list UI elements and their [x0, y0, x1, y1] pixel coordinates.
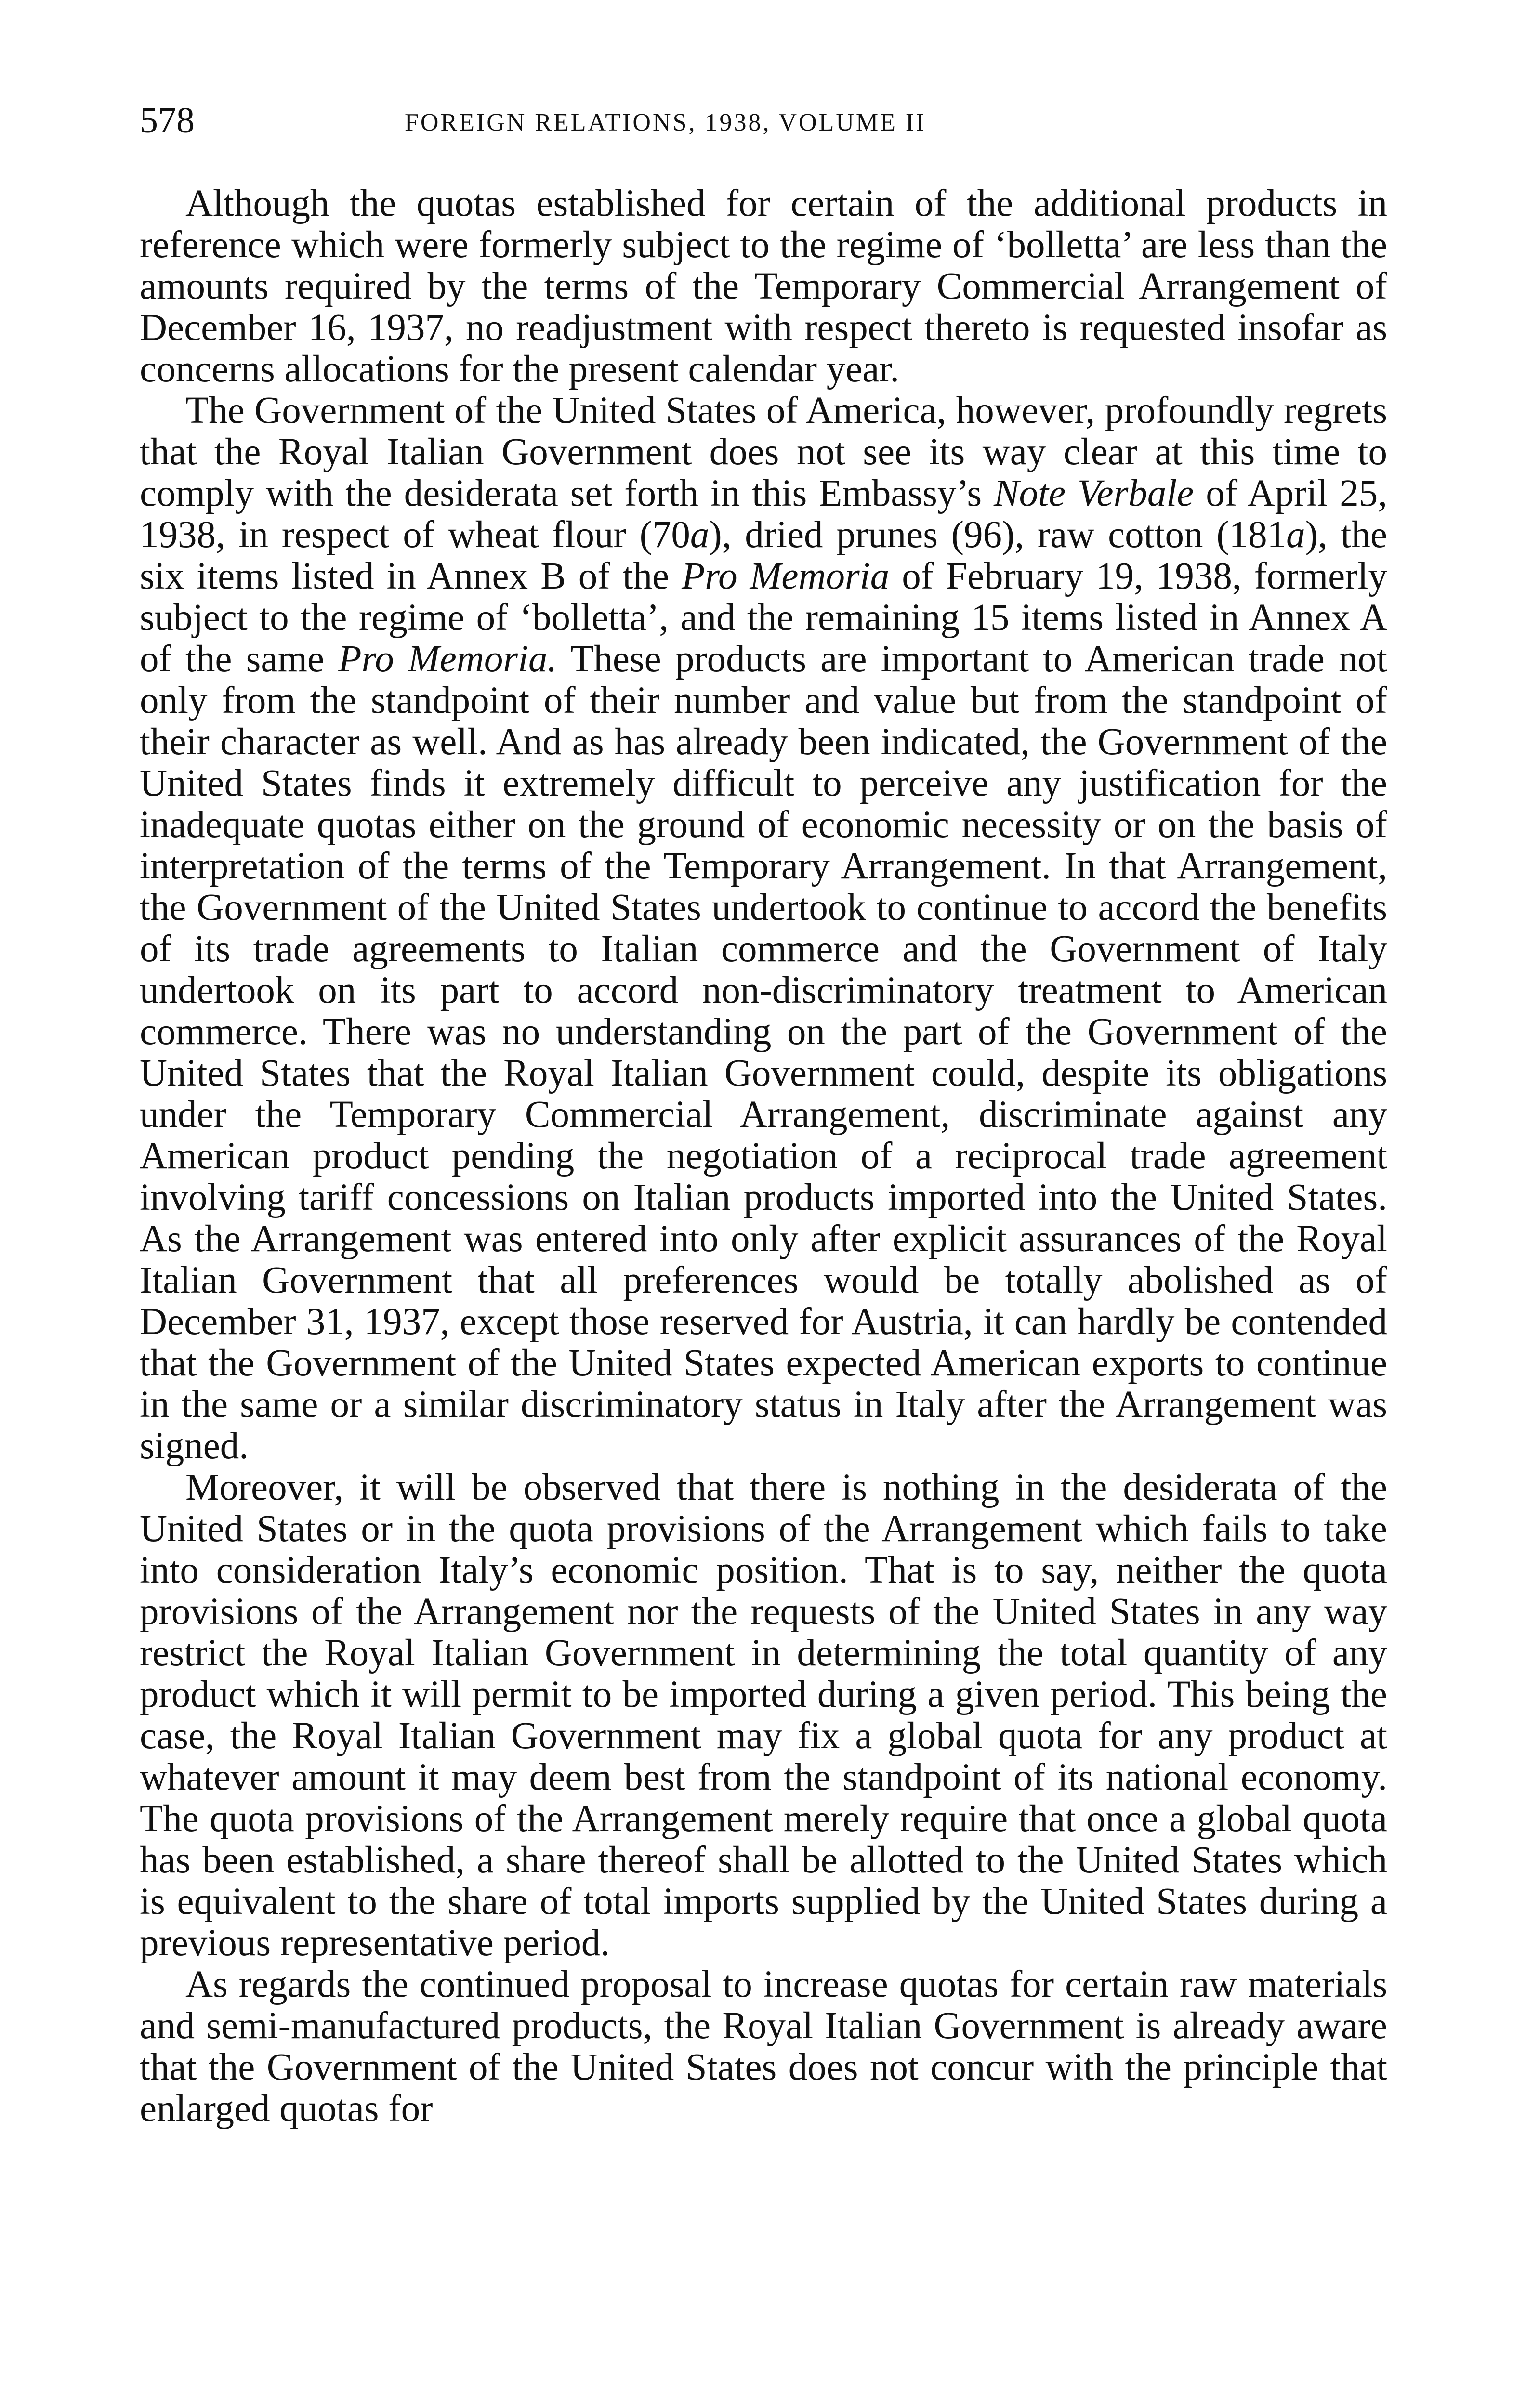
italic-text-run: a	[1286, 514, 1305, 556]
text-run: These products are important to American trade not only from the standpoint of their number and value but from the standpoint of their character as well. And as has already been indicated, the Government of the United States finds it extremely difficult to perceive any justification for the inadequate quotas either on the ground of economic necessity or on the basis of interpretation of the terms of the Temporary Arrangement. In that Arrangement, the Government of the United States undertook to continue to accord the benefits of its trade agreements to Italian commerce and the Government of Italy undertook on its part to accord non-discriminatory treatment to American commerce. There was no understanding on the part of the Government of the United States that the Royal Italian Government could, despite its obligations under the Temporary Commercial Arrangement, discriminate against any American product pending the negotiation of a reciprocal trade agreement involving tariff concessions on Italian products imported into the United States. As the Arrangement was entered into only after explicit assurances of the Royal Italian Government that all preferences would be totally abolished as of December 31, 1937, except those reserved for Austria, it can hardly be contended that the Government of the United States expected American exports to continue in the same or a similar discriminatory status in Italy after the Arrangement was signed.	[140, 638, 1387, 1467]
paragraph	[140, 390, 1387, 1467]
body-text	[140, 183, 1387, 2312]
paragraph	[140, 183, 1387, 390]
text-run: Moreover, it will be observed that there is nothing in the desiderata of the United States or in the quota provisions of the Arrangement which fails to take into consideration Italy’s economic position. That is to say, neither the quota provisions of the Arrangement nor the requests of the United States in any way restrict the Royal Italian Government in determining the total quantity of any product which it will permit to be imported during a given period. This being the case, the Royal Italian Government may fix a global quota for any product at whatever amount it may deem best from the standpoint of its national economy. The quota provisions of the Arrangement merely require that once a global quota has been established, a share thereof shall be allotted to the United States which is equivalent to the share of total imports supplied by the United States during a previous representative period.	[140, 1466, 1387, 1964]
italic-text-run: a	[690, 514, 710, 556]
text-run: of April 25, 1938, in respect of wheat flour (70	[140, 472, 1387, 556]
text-run: Although the quotas established for certain of the additional products in reference which were formerly subject to the regime of ‘bolletta’ are less than the amounts required by the terms of the Temporary Commercial Arrangement of December 16, 1937, no readjustment with respect thereto is requested insofar as concerns allocations for the present calendar year.	[140, 183, 1387, 390]
paragraph	[140, 1467, 1387, 1964]
page-header	[140, 99, 1387, 142]
italic-text-run: Note Verbale	[993, 472, 1194, 514]
page-number: 578	[140, 100, 195, 141]
text-run: As regards the continued proposal to increase quotas for certain raw materials and semi-manufactured products, the Royal Italian Government is already aware that the Government of the United States does not concur with the principle that enlarged quotas for	[140, 1963, 1387, 2130]
running-head: FOREIGN RELATIONS, 1938, VOLUME II	[405, 109, 926, 136]
text-run: of February 19, 1938, formerly subject to the regime of ‘bolletta’, and the remaining 15 items listed in Annex A of the same	[140, 555, 1388, 680]
text-run: ), the six items listed in Annex B of the	[140, 514, 1387, 597]
italic-text-run: Pro Memoria	[682, 555, 890, 597]
paragraph	[140, 1964, 1387, 2130]
text-run: The Government of the United States of America, however, profoundly regrets that the Royal Italian Government does not see its way clear at this time to comply with the desiderata set forth in this Embassy’s	[140, 390, 1387, 514]
text-run: ), dried prunes (96), raw cotton (181	[709, 514, 1287, 556]
italic-text-run: Pro Memoria.	[338, 638, 557, 680]
